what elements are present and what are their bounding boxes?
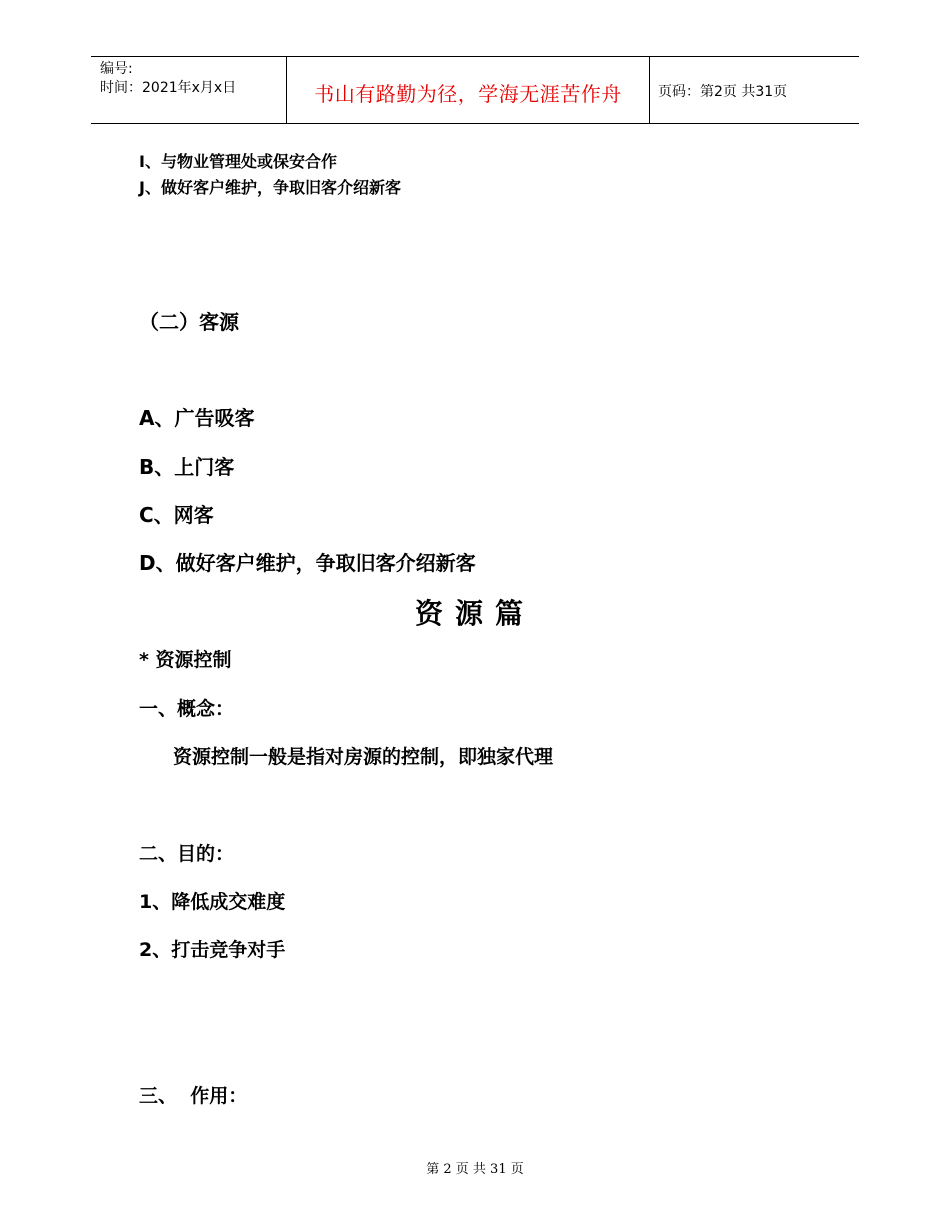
goal-heading: 二、目的：: [139, 843, 235, 865]
header-motto: 书山有路勤为径，学海无涯苦作舟: [314, 82, 622, 106]
concept-text: 资源控制一般是指对房源的控制，即独家代理: [173, 746, 554, 768]
chapter-title: 资源篇: [414, 597, 535, 630]
bullet-resource-control: * 资源控制: [139, 649, 232, 671]
page-header: [91, 56, 859, 124]
header-divider-right: [649, 57, 650, 123]
header-meta: [100, 60, 236, 98]
list-item-j: J、做好客户维护，争取旧客介绍新客: [139, 178, 401, 197]
concept-heading: 一、概念：: [139, 698, 235, 720]
document-number-label: 编号:: [100, 61, 133, 77]
goal-item-1: 1、降低成交难度: [139, 891, 286, 913]
document-time: 时间：2021年x月x日: [100, 80, 237, 96]
header-page-code: 页码：第2页 共31页: [658, 84, 788, 100]
list-item-a: A、广告吸客: [139, 406, 255, 430]
list-item-d: D、做好客户维护，争取旧客介绍新客: [139, 551, 476, 575]
section-heading-clients: （二）客源: [139, 310, 239, 334]
list-item-b: B、上门客: [139, 455, 235, 479]
list-item-i: I、与物业管理处或保安合作: [139, 152, 337, 171]
page-footer: 第 2 页 共 31 页: [426, 1162, 524, 1177]
role-heading: 三、 作用：: [139, 1085, 248, 1107]
list-item-c: C、网客: [139, 503, 214, 527]
goal-item-2: 2、打击竞争对手: [139, 939, 286, 961]
